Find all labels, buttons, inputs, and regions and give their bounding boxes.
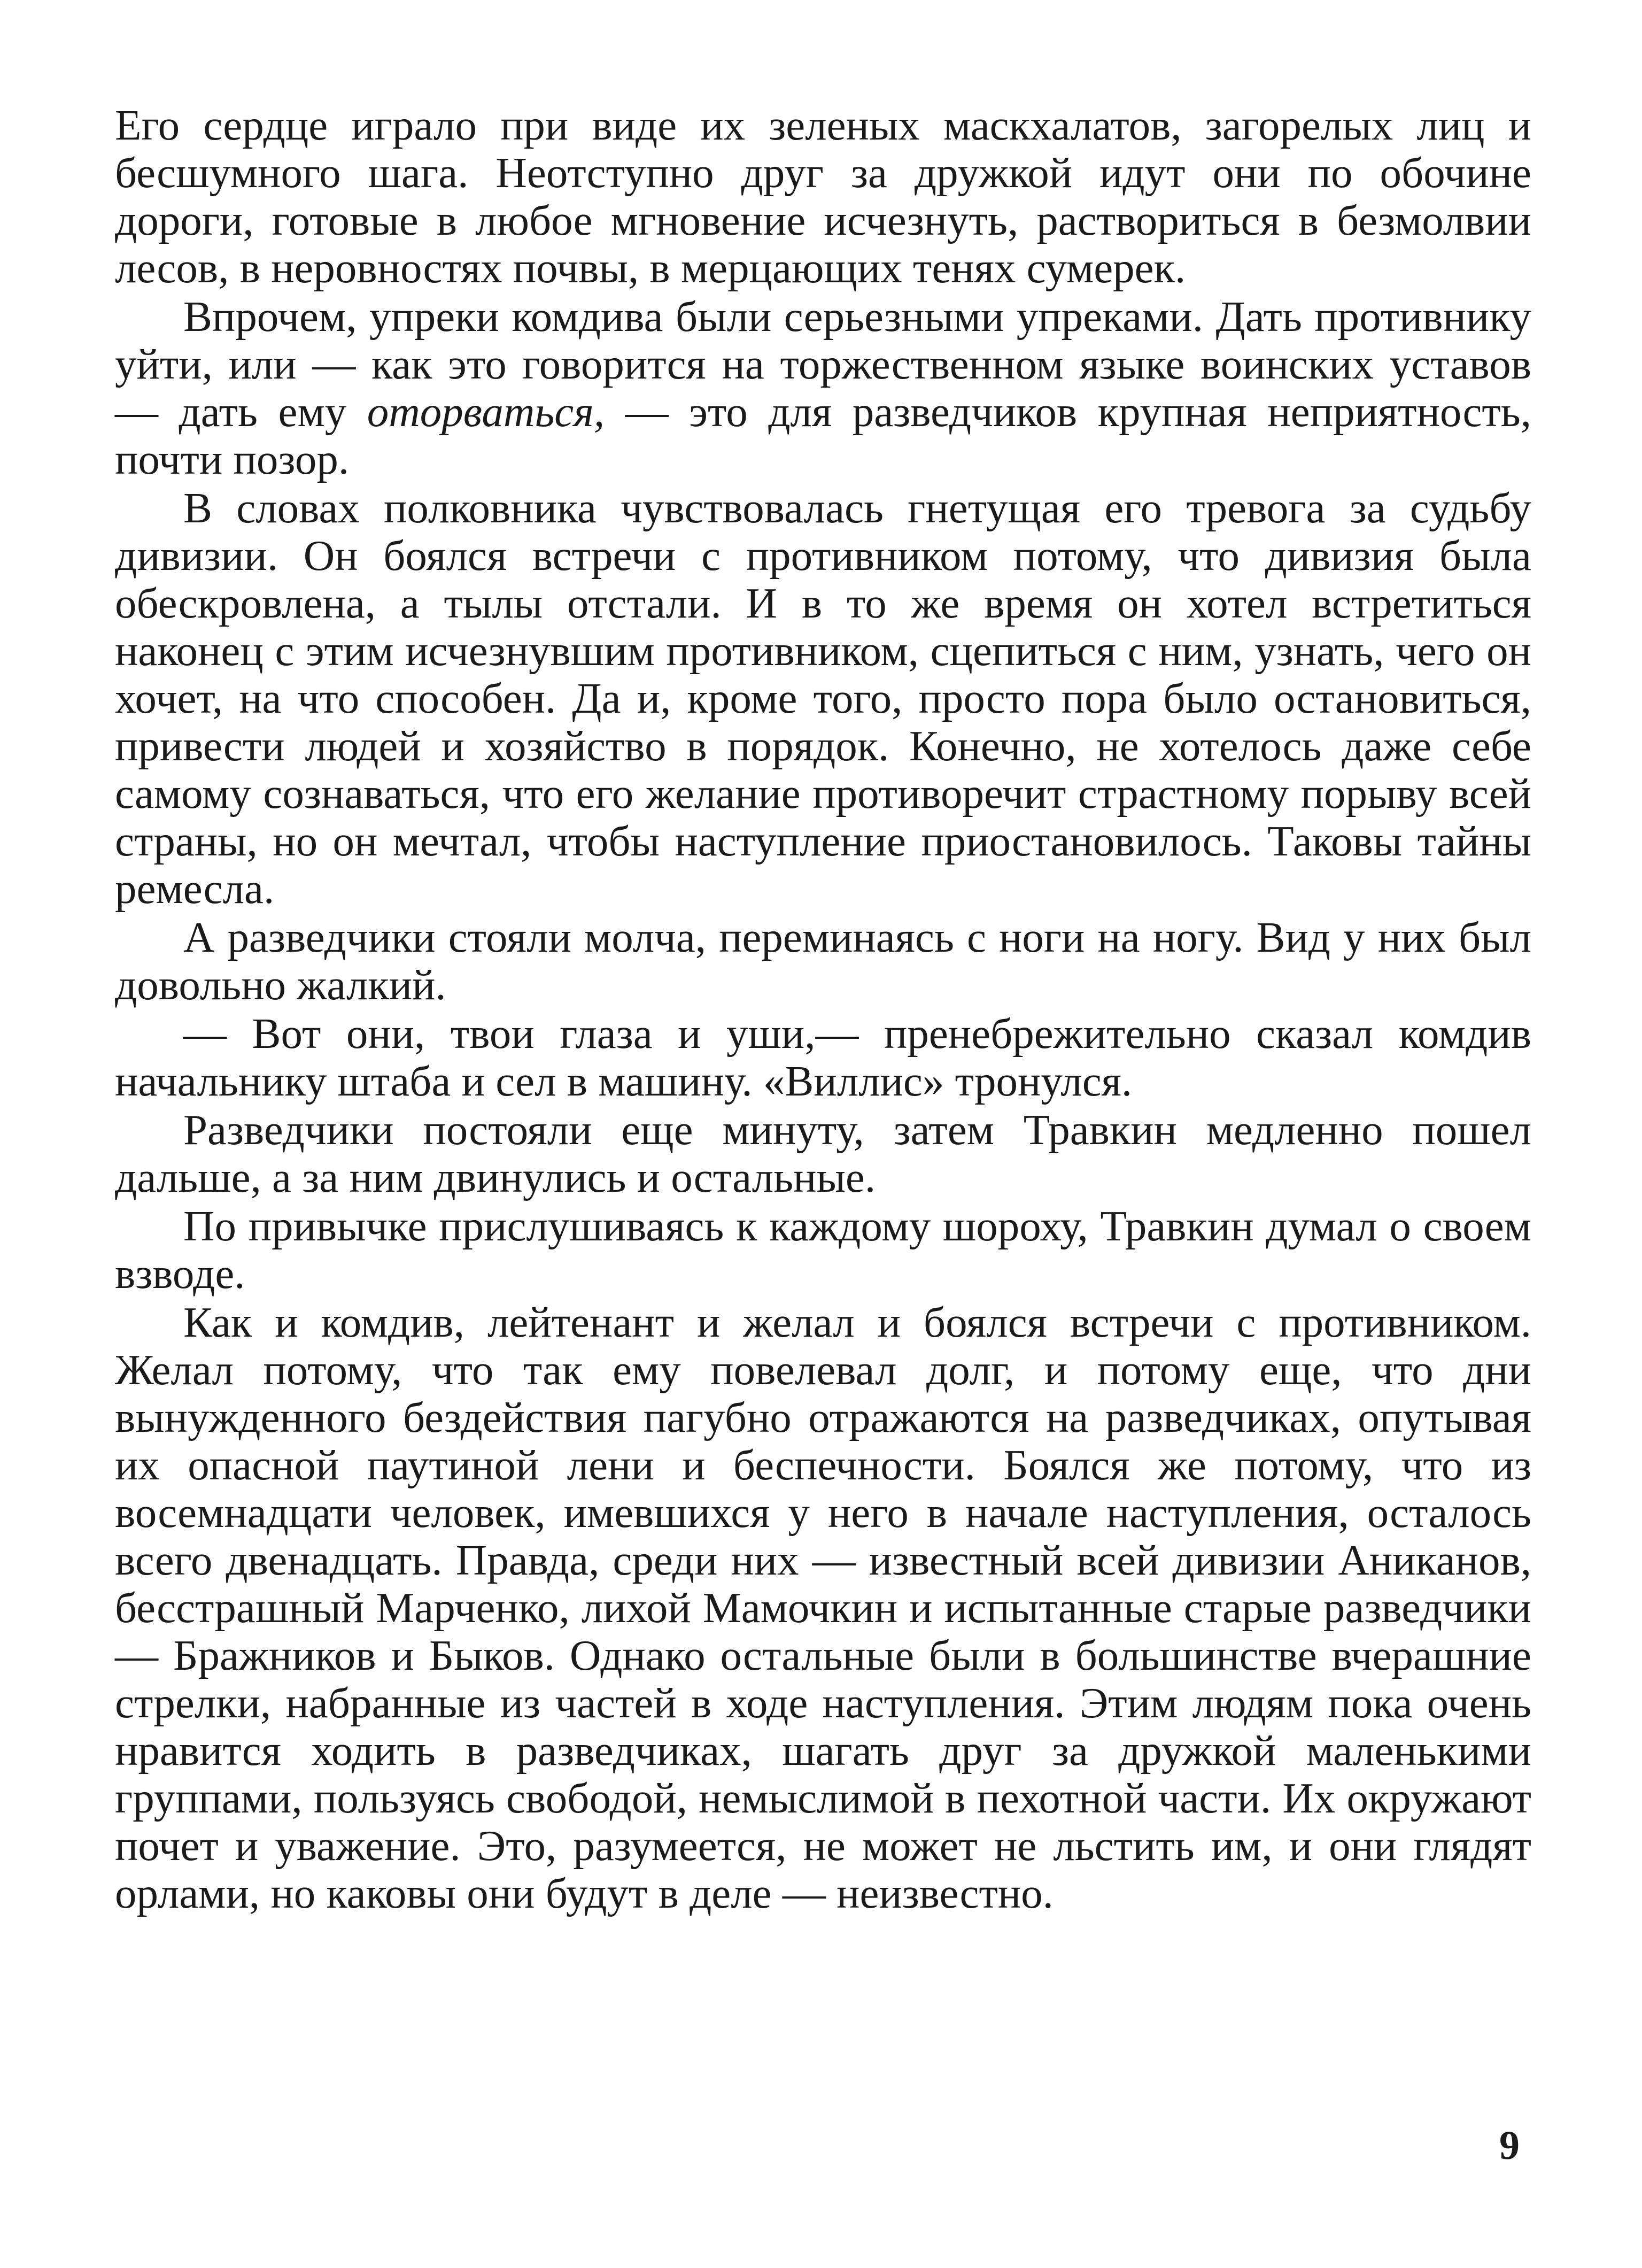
paragraph-7: По привычке прислушиваясь к каждому шороху, Травкин думал о своем взводе.: [115, 1202, 1531, 1298]
page-number: 9: [1499, 2123, 1520, 2168]
paragraph-4: А разведчики стояли молча, переминаясь с ноги на ногу. Вид у них был довольно жалкий.: [115, 913, 1531, 1009]
paragraph-2-emphasis: оторваться,: [367, 388, 605, 436]
paragraph-5: — Вот они, твои глаза и уши,— пренебрежительно сказал комдив начальнику штаба и сел в машину. «Виллис» тронулся.: [115, 1009, 1531, 1105]
book-page-text: [115, 102, 1531, 1917]
paragraph-8: Как и комдив, лейтенант и желал и боялся встречи с противником. Желал потому, что так ему повелевал долг, и потому еще, что дни вынужденного бездействия пагубно отражаются на разведчиках, опутывая их опасной паутиной лени и беспечности. Боялся же потому, что из восемнадцати человек, имевшихся у него в начале наступления, осталось всего двенадцать. Правда, среди них — известный всей дивизии Аниканов, бесстрашный Марченко, лихой Мамочкин и испытанные старые разведчики — Бражников и Быков. Однако остальные были в большинстве вчерашние стрелки, набранные из частей в ходе наступления. Этим людям пока очень нравится ходить в разведчиках, шагать друг за дружкой маленькими группами, пользуясь свободой, немыслимой в пехотной части. Их окружают почет и уважение. Это, разумеется, не может не льстить им, и они глядят орлами, но каковы они будут в деле — неизвестно.: [115, 1298, 1531, 1917]
paragraph-2-end: — это для разведчиков крупная неприятность, почти позор.: [115, 388, 1531, 483]
paragraph-3: В словах полковника чувствовалась гнетущая его тревога за судьбу дивизии. Он боялся встречи с противником потому, что дивизия была обескровлена, а тылы отстали. И в то же время он хотел встретиться наконец с этим исчезнувшим противником, сцепиться с ним, узнать, чего он хочет, на что способен. Да и, кроме того, просто пора было остановиться, привести людей и хозяйство в порядок. Конечно, не хотелось даже себе самому сознаваться, что его желание противоречит страстному порыву всей страны, но он мечтал, чтобы наступление приостановилось. Таковы тайны ремесла.: [115, 484, 1531, 913]
paragraph-2: [115, 293, 1531, 483]
paragraph-6: Разведчики постояли еще минуту, затем Травкин медленно пошел дальше, а за ним двинулись и остальные.: [115, 1106, 1531, 1201]
paragraph-1: Его сердце играло при виде их зеленых маскхалатов, загорелых лиц и бесшумного шага. Неотступно друг за дружкой идут они по обочине дороги, готовые в любое мгновение исчезнуть, раствориться в безмолвии лесов, в неровностях почвы, в мерцающих тенях сумерек.: [115, 101, 1531, 292]
paragraph-2-start: Впрочем, упреки комдива были серьезными упреками. Дать противнику уйти, или — как это говорится на торжественном языке воинских уставов — дать ему: [115, 292, 1531, 436]
